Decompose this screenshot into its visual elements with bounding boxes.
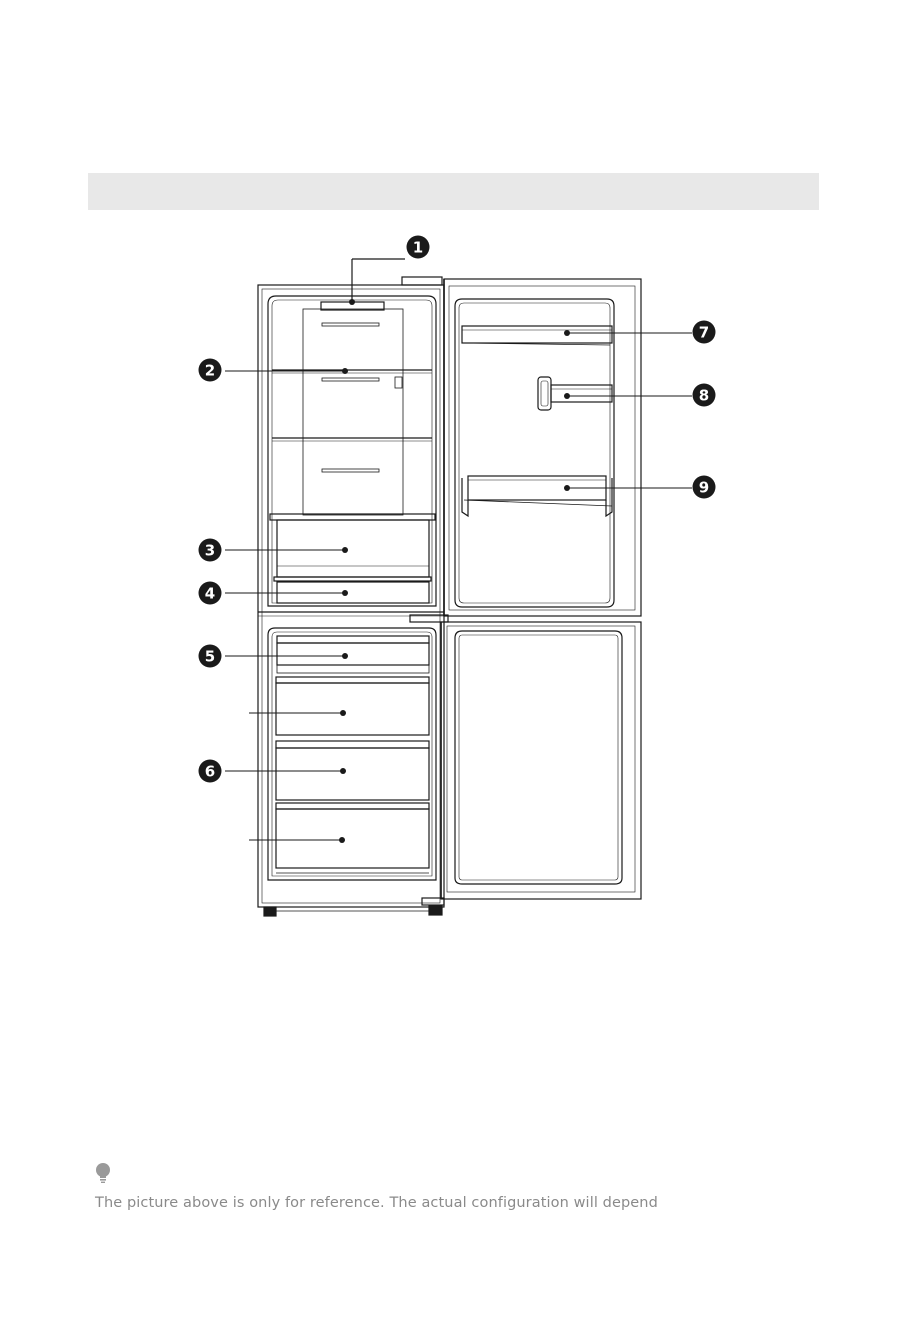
- callout-5-label: 5: [204, 647, 216, 666]
- callout-5: [199, 645, 222, 668]
- callout-3: [199, 539, 222, 562]
- callout-6-label: 6: [204, 762, 216, 781]
- callout-7-label: 7: [698, 323, 710, 342]
- callout-3-label: 3: [204, 541, 216, 560]
- freezer-compartment: [268, 628, 436, 880]
- callout-1-label: 1: [412, 238, 424, 257]
- callout-6: [199, 760, 222, 783]
- freezer-door: [441, 622, 641, 899]
- lightbulb-icon: [95, 1162, 111, 1184]
- callout-2-label: 2: [204, 361, 216, 380]
- callout-4: [199, 582, 222, 605]
- callout-4-label: 4: [204, 584, 216, 603]
- fridge-door: [410, 279, 641, 622]
- callout-1: [407, 236, 430, 259]
- callout-9: [693, 476, 716, 499]
- callout-2: [199, 359, 222, 382]
- callout-7: [693, 321, 716, 344]
- callout-8-label: 8: [698, 386, 710, 405]
- fridge-compartment: [268, 259, 436, 606]
- reference-note: The picture above is only for reference. The actual configuration will depend: [95, 1195, 658, 1211]
- callout-8: [693, 384, 716, 407]
- callout-9-label: 9: [698, 478, 710, 497]
